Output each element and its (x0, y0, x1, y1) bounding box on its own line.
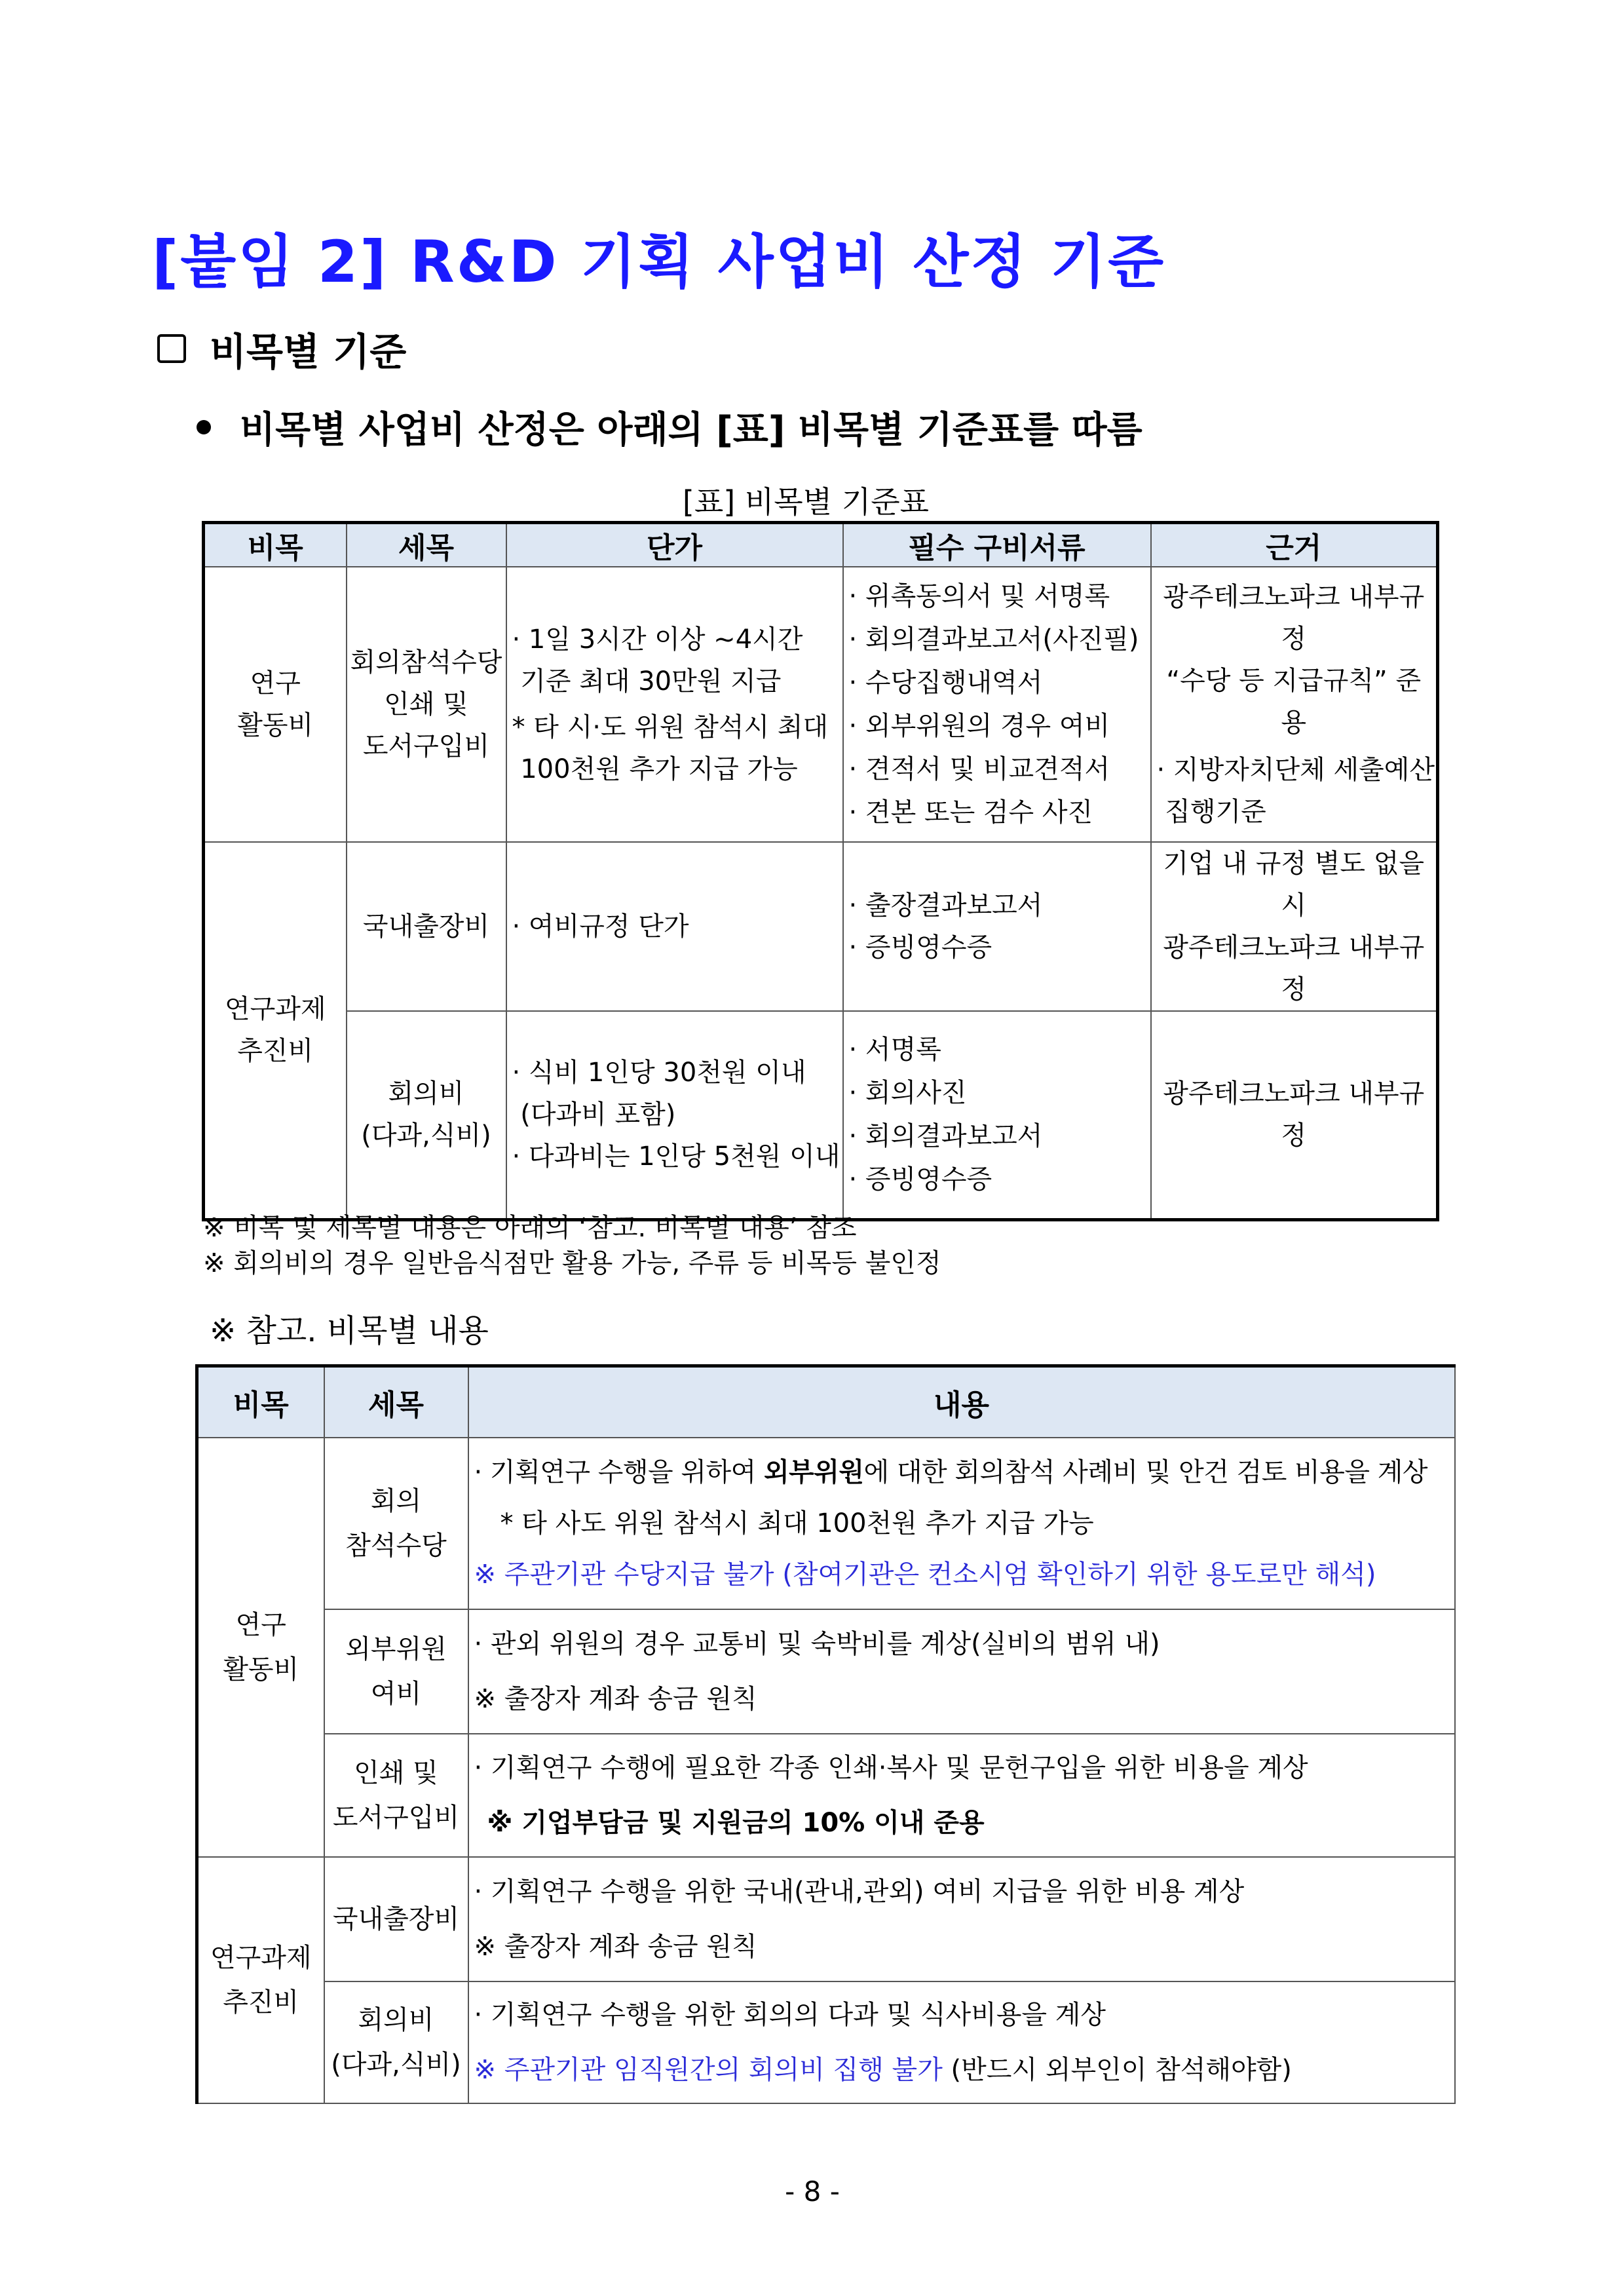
unit-price-cell (506, 1011, 843, 1219)
category-cell: 연구과제 추진비 (204, 842, 347, 1219)
content-line: * 타 사도 위원 참석시 최대 100천원 추가 지급 가능 (500, 1508, 1094, 1539)
header-cell: 비목 (197, 1366, 324, 1438)
checkbox-square-icon (157, 334, 186, 363)
category-cell: 연구과제 추진비 (197, 1857, 324, 2103)
table-row (204, 842, 1438, 1011)
header-cell: 세목 (324, 1366, 468, 1438)
unit-price-cell: · 여비규정 단가 (506, 842, 843, 1011)
section-label: 비목별 기준 (210, 330, 407, 374)
table-header-row (204, 523, 1438, 567)
reference-table (195, 1364, 1456, 2104)
doc-item: · 회의사진 (848, 1078, 967, 1109)
doc-item: · 회의결과보고서(사진필) (848, 624, 1139, 655)
content-line: · 기획연구 수행을 위한 국내(관내,관외) 여비 지급을 위한 비용 계상 (474, 1877, 1245, 1907)
table1-caption: [표] 비목별 기준표 (682, 484, 930, 520)
header-cell: 단가 (506, 523, 843, 567)
subcategory-cell: 국내출장비 (324, 1857, 468, 1981)
unit-price-line: · 1일 3시간 이상 ~4시간 기준 최대 30만원 지급 (512, 624, 803, 697)
content-line (474, 2042, 1449, 2097)
subcategory-cell: 회의참석수당 인쇄 및 도서구입비 (347, 567, 506, 842)
table-row (204, 1011, 1438, 1219)
category-cell: 연구 활동비 (204, 567, 347, 842)
content-cell (468, 1981, 1455, 2103)
docs-cell (843, 1011, 1151, 1219)
table-row (197, 1981, 1455, 2103)
table-row (204, 567, 1438, 842)
content-text: 에 대한 회의참석 사례비 및 안건 검토 비용을 계상 (863, 1457, 1428, 1487)
basis-line: 광주테크노파크 내부규정 “수당 등 지급규칙” 준용 (1163, 582, 1425, 738)
doc-item: · 증빙영수증 (848, 1164, 992, 1195)
header-cell: 세목 (347, 523, 506, 567)
content-line: · 관외 위원의 경우 교통비 및 숙박비를 계상(실비의 범위 내) (474, 1629, 1160, 1659)
header-cell: 필수 구비서류 (843, 523, 1151, 567)
table-row (197, 1438, 1455, 1609)
table-row (197, 1734, 1455, 1857)
subcategory-cell: 회의비 (다과,식비) (324, 1981, 468, 2103)
section-heading (157, 321, 406, 376)
criteria-table (202, 521, 1439, 1221)
basis-cell: 광주테크노파크 내부규정 (1151, 1011, 1438, 1219)
basis-cell (1151, 567, 1438, 842)
docs-cell (843, 567, 1151, 842)
doc-item: · 회의결과보고서 (848, 1121, 1043, 1152)
reference-title: ※ 참고. 비목별 내용 (210, 1312, 489, 1349)
subcategory-cell: 회의비 (다과,식비) (347, 1011, 506, 1219)
doc-item: · 견적서 및 비교견적서 (848, 754, 1110, 784)
content-cell (468, 1734, 1455, 1857)
doc-item: · 수당집행내역서 (848, 668, 1043, 698)
unit-price-cell (506, 567, 843, 842)
subcategory-cell: 외부위원 여비 (324, 1609, 468, 1734)
header-cell: 비목 (204, 523, 347, 567)
doc-item: · 견본 또는 검수 사진 (848, 797, 1093, 828)
doc-item: · 증빙영수증 (848, 932, 992, 963)
note-line: ※ 회의비의 경우 일반음식점만 활용 가능, 주류 등 비목등 불인정 (203, 1248, 941, 1278)
content-line: ※ 주관기관 수당지급 불가 (참여기관은 컨소시엄 확인하기 위한 용도로만 해석) (474, 1559, 1376, 1590)
bullet-text: 비목별 사업비 산정은 아래의 [표] 비목별 기준표를 따름 (240, 409, 1142, 451)
content-line: · 기획연구 수행을 위한 회의의 다과 및 식사비용을 계상 (474, 2000, 1106, 2030)
basis-cell: 기업 내 규정 별도 없을 시 광주테크노파크 내부규정 (1151, 842, 1438, 1011)
content-cell (468, 1857, 1455, 1981)
doc-item: · 외부위원의 경우 여비 (848, 711, 1110, 741)
content-bold-text: 외부위원 (763, 1457, 864, 1487)
docs-cell (843, 842, 1151, 1011)
doc-item: · 서명록 (848, 1035, 941, 1065)
content-text: (반드시 외부인이 참석해야함) (942, 2055, 1292, 2085)
header-cell: 내용 (468, 1366, 1455, 1438)
page-number: - 8 - (785, 2175, 840, 2208)
subcategory-cell: 국내출장비 (347, 842, 506, 1011)
category-cell: 연구 활동비 (197, 1438, 324, 1857)
unit-price-line: · 식비 1인당 30천원 이내 (다과비 포함) (512, 1058, 806, 1130)
subcategory-cell: 회의 참석수당 (324, 1438, 468, 1609)
table-header-row (197, 1366, 1455, 1438)
bullet-line (197, 401, 1142, 453)
content-cell (468, 1438, 1455, 1609)
content-cell (468, 1609, 1455, 1734)
content-line (474, 1447, 1449, 1498)
doc-item: · 출장결과보고서 (848, 890, 1043, 921)
unit-price-line: * 타 시·도 위원 참석시 최대 100천원 추가 지급 가능 (512, 712, 829, 784)
unit-price-line: · 다과비는 1인당 5천원 이내 (512, 1141, 840, 1172)
header-cell: 근거 (1151, 523, 1438, 567)
document-title: [붙임 2] R&D 기획 사업비 산정 기준 (152, 228, 1166, 296)
content-blue-text: ※ 주관기관 임직원간의 회의비 집행 불가 (474, 2055, 943, 2085)
table-row (197, 1609, 1455, 1734)
content-line: ※ 출장자 계좌 송금 원칙 (474, 1684, 757, 1714)
content-line: ※ 출장자 계좌 송금 원칙 (474, 1932, 757, 1962)
subcategory-cell: 인쇄 및 도서구입비 (324, 1734, 468, 1857)
table-row (197, 1857, 1455, 1981)
bullet-dot-icon (197, 420, 211, 434)
doc-item: · 위촉동의서 및 서명록 (848, 581, 1110, 611)
content-line: · 기획연구 수행에 필요한 각종 인쇄·복사 및 문헌구입을 위한 비용을 계상 (474, 1753, 1308, 1783)
basis-line: · 지방자치단체 세출예산 집행기준 (1156, 755, 1435, 827)
note-line: ※ 비목 및 세목별 내용은 아래의 ‘참고. 비목별 내용’ 참조 (203, 1213, 857, 1243)
content-line: ※ 기업부담금 및 지원금의 10% 이내 준용 (487, 1808, 985, 1838)
content-text: · 기획연구 수행을 위하여 (474, 1457, 764, 1487)
